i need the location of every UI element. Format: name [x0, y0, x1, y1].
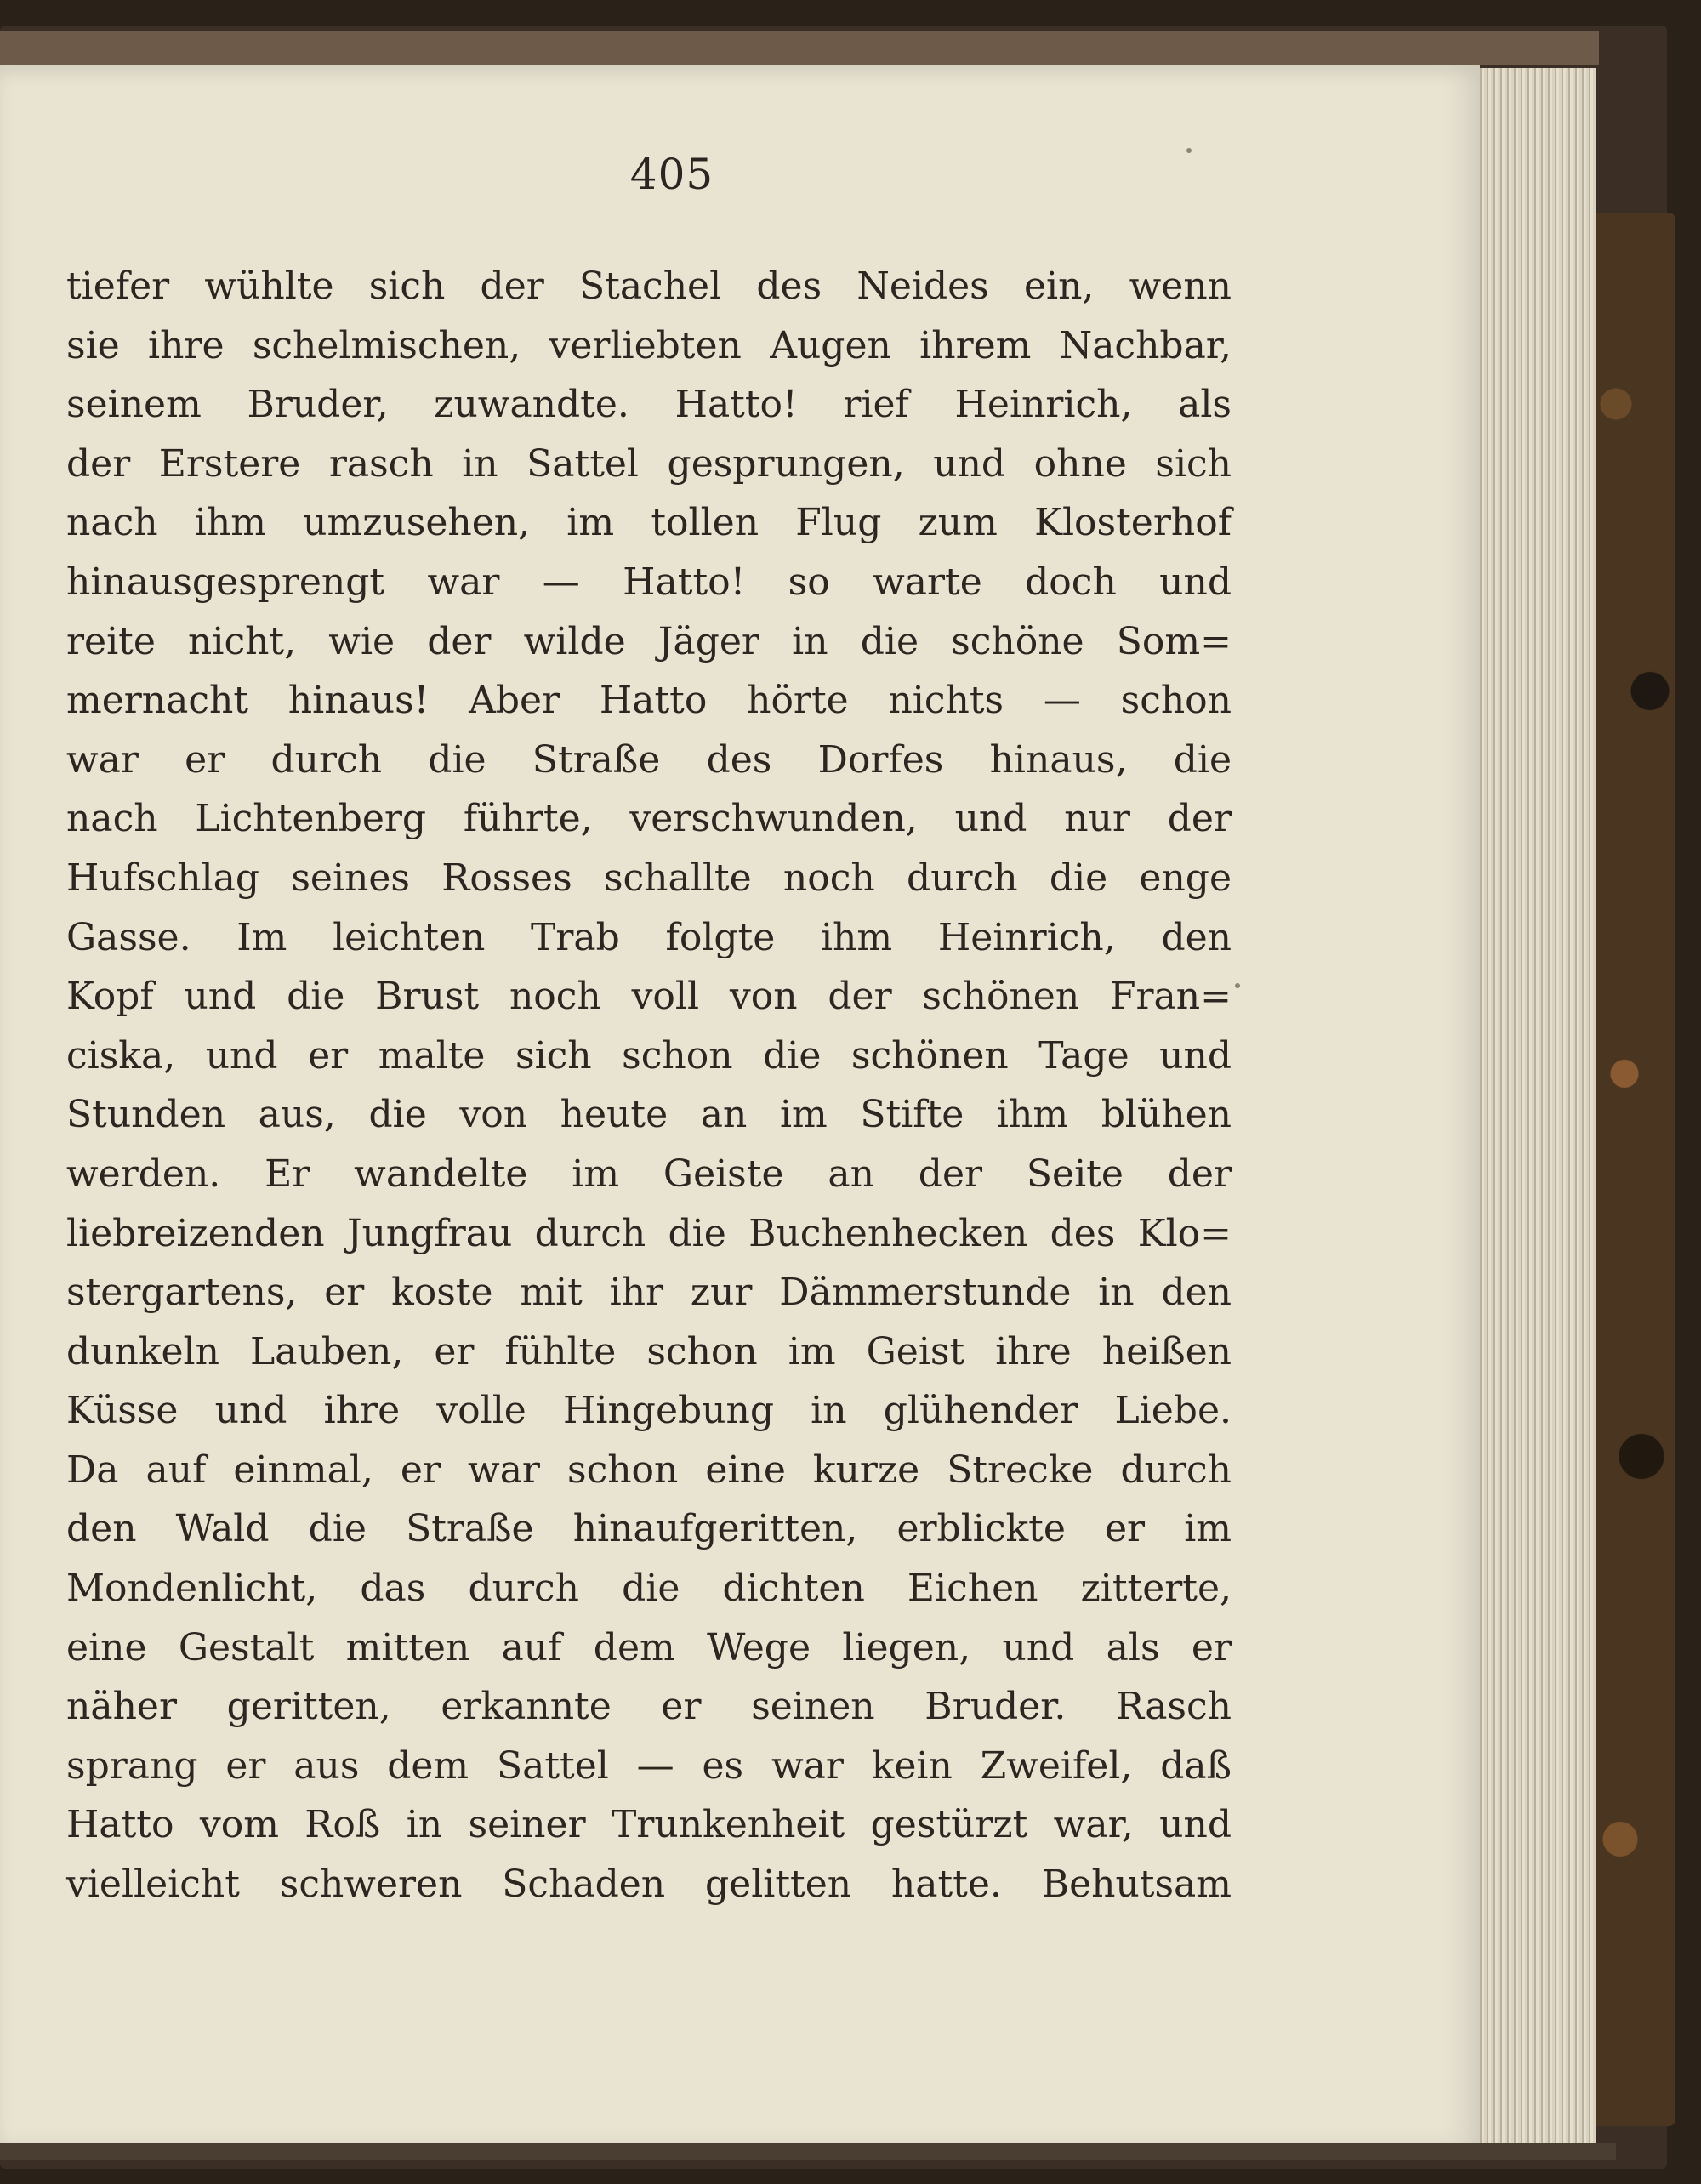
text-line: ciska, und er malte sich schon die schönen Tage und: [66, 1033, 1232, 1078]
text-line: vielleicht schweren Schaden gelitten hatte. Behutsam: [66, 1863, 1232, 1907]
text-line: seinem Bruder, zuwandte. Hatto! rief Heinrich, als: [66, 383, 1232, 427]
text-line: den Wald die Straße hinaufgeritten, erblickte er im: [66, 1507, 1232, 1551]
cover-top-edge: [0, 31, 1599, 65]
text-line: dunkeln Lauben, er fühlte schon im Geist ihre heißen: [66, 1329, 1232, 1374]
text-line: stergartens, er koste mit ihr zur Dämmerstunde in den: [66, 1271, 1232, 1315]
text-line: Gasse. Im leichten Trab folgte ihm Heinrich, den: [66, 915, 1232, 959]
cover-bottom-edge: [0, 2143, 1616, 2160]
paper-speck: [1186, 148, 1192, 153]
text-line: sprang er aus dem Sattel — es war kein Zweifel, daß: [66, 1743, 1232, 1788]
text-line: Hufschlag seines Rosses schallte noch durch die enge: [66, 856, 1232, 900]
text-line: Mondenlicht, das durch die dichten Eichen zitterte,: [66, 1567, 1232, 1611]
text-line: hinausgesprengt war — Hatto! so warte doch und: [66, 560, 1232, 604]
marbled-cover-edge: [1590, 213, 1675, 2126]
text-line: mernacht hinaus! Aber Hatto hörte nichts — schon: [66, 679, 1232, 723]
body-text: [66, 257, 1232, 1914]
text-line: war er durch die Straße des Dorfes hinaus, die: [66, 737, 1232, 782]
text-line: eine Gestalt mitten auf dem Wege liegen, und als er: [66, 1625, 1232, 1669]
text-line: tiefer wühlte sich der Stachel des Neides ein, wenn: [66, 264, 1232, 308]
text-line: der Erstere rasch in Sattel gesprungen, und ohne sich: [66, 441, 1232, 486]
text-line: Küsse und ihre volle Hingebung in glühender Liebe.: [66, 1389, 1232, 1433]
text-line: sie ihre schelmischen, verliebten Augen ihrem Nachbar,: [66, 323, 1232, 367]
page-edges: [1476, 68, 1596, 2143]
text-line: reite nicht, wie der wilde Jäger in die schöne Som=: [66, 619, 1232, 663]
text-line: näher geritten, erkannte er seinen Bruder. Rasch: [66, 1685, 1232, 1729]
text-line: Hatto vom Roß in seiner Trunkenheit gestürzt war, und: [66, 1803, 1232, 1847]
text-line: nach Lichtenberg führte, verschwunden, und nur der: [66, 797, 1232, 841]
paper-speck: [1235, 983, 1240, 988]
text-line: Kopf und die Brust noch voll von der schönen Fran=: [66, 975, 1232, 1019]
page-number: 405: [629, 150, 714, 199]
text-line: Stunden aus, die von heute an im Stifte ihm blühen: [66, 1093, 1232, 1137]
text-line: nach ihm umzusehen, im tollen Flug zum Klosterhof: [66, 501, 1232, 545]
book-page: [0, 65, 1480, 2148]
text-line: Da auf einmal, er war schon eine kurze Strecke durch: [66, 1447, 1232, 1492]
text-line: werden. Er wandelte im Geiste an der Seite der: [66, 1152, 1232, 1196]
text-line: liebreizenden Jungfrau durch die Buchenhecken des Klo=: [66, 1211, 1232, 1255]
